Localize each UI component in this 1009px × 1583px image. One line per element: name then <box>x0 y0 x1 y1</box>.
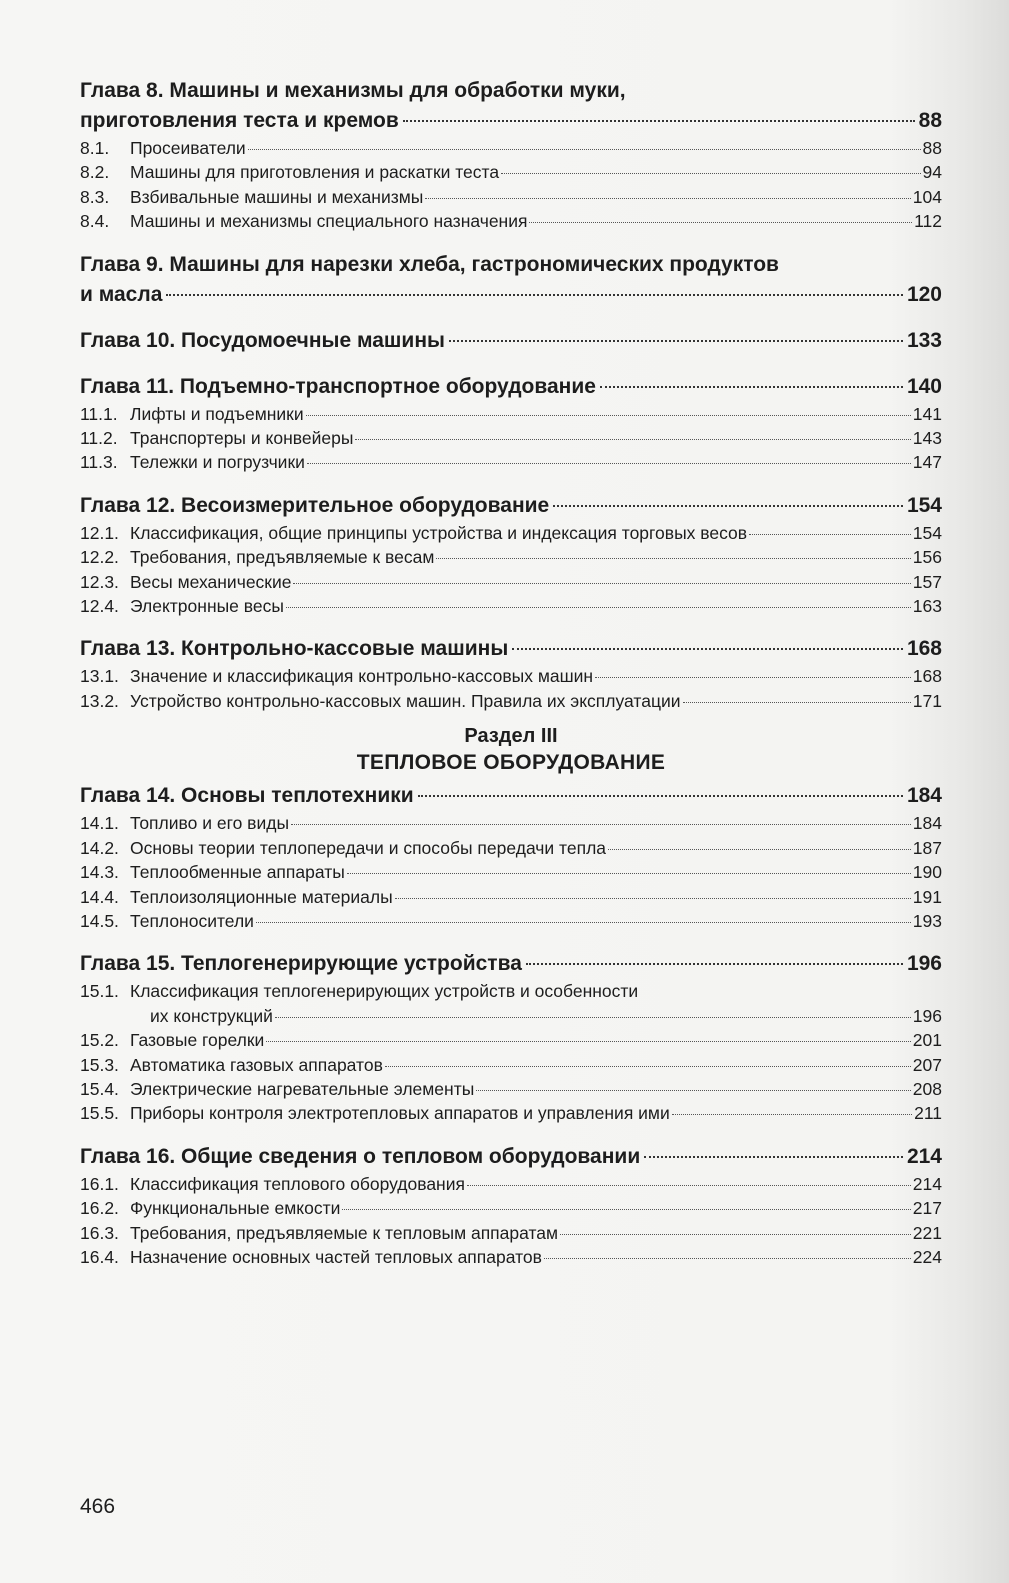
section-body <box>130 594 942 618</box>
section-title: Топливо и его виды <box>130 813 290 834</box>
chapter-title-line <box>80 372 942 402</box>
section-body <box>130 664 942 688</box>
chapter-entry <box>80 250 942 310</box>
section-row <box>80 1172 942 1196</box>
section-number: 12.4. <box>80 596 119 617</box>
chapter-page: 133 <box>906 328 942 352</box>
section-page: 201 <box>912 1030 942 1051</box>
section-body <box>130 1053 942 1077</box>
dot-leader <box>256 922 911 923</box>
section-title-line <box>130 885 942 909</box>
section-body <box>130 160 942 184</box>
section-title-line <box>130 836 942 860</box>
dot-leader <box>275 1017 911 1018</box>
section-body <box>130 545 942 569</box>
section-number: 11.2. <box>80 428 118 449</box>
dot-leader <box>286 607 911 608</box>
section-row <box>80 689 942 713</box>
section-body <box>130 836 942 860</box>
section-row <box>80 570 942 594</box>
part-label: Раздел III <box>464 725 558 748</box>
dot-leader <box>436 558 910 559</box>
dot-leader <box>355 439 910 440</box>
section-row <box>80 1101 942 1125</box>
section-number: 15.1. <box>80 981 119 1002</box>
section-body <box>130 521 942 545</box>
dot-leader <box>342 1209 910 1210</box>
section-page: 143 <box>912 428 942 449</box>
chapter-title: приготовления теста и кремов <box>80 109 399 132</box>
section-title-line <box>130 909 942 933</box>
section-body <box>130 909 942 933</box>
section-title-line <box>130 664 942 688</box>
section-title-line <box>130 1028 942 1052</box>
section-title: Значение и классификация контрольно-кассовых машин <box>130 666 594 687</box>
section-title: Транспортеры и конвейеры <box>130 428 354 449</box>
section-row <box>80 1196 942 1220</box>
section-title-line <box>130 426 942 450</box>
chapter-title: Глава 10. Посудомоечные машины <box>80 328 445 352</box>
section-body <box>130 570 942 594</box>
section-number: 8.2. <box>80 162 110 183</box>
section-body <box>130 885 942 909</box>
section-body <box>130 1028 942 1052</box>
section-title-line <box>130 545 942 569</box>
dot-leader <box>749 534 911 535</box>
section-page: 147 <box>912 452 942 473</box>
dot-leader <box>683 702 911 703</box>
section-row <box>80 185 942 209</box>
chapter-page: 196 <box>906 952 942 976</box>
section-body <box>130 860 942 884</box>
chapter-entry <box>80 949 942 1125</box>
dot-leader <box>608 849 911 850</box>
chapter-page: 168 <box>906 637 942 661</box>
chapter-entry <box>80 372 942 475</box>
section-title: Машины и механизмы специального назначения <box>130 211 528 232</box>
section-number: 8.1. <box>80 138 110 158</box>
section-number: 11.3. <box>80 452 118 473</box>
section-body <box>130 209 942 233</box>
chapter-page: 88 <box>918 109 942 132</box>
section-row <box>80 860 942 884</box>
section-page: 190 <box>912 862 942 883</box>
section-title: Классификация, общие принципы устройства и индексация торговых весов <box>130 522 748 543</box>
dot-leader <box>501 173 920 174</box>
dot-leader <box>544 1258 911 1259</box>
section-page: 168 <box>912 666 942 687</box>
dot-leader <box>293 583 910 584</box>
section-body <box>130 1101 942 1125</box>
section-row <box>80 836 942 860</box>
section-number: 12.1. <box>80 522 119 543</box>
chapter-entry <box>80 634 942 713</box>
section-page: 88 <box>922 138 942 158</box>
section-title: Функциональные емкости <box>130 1198 341 1219</box>
dot-leader <box>476 1090 911 1091</box>
section-page: 94 <box>922 162 942 183</box>
section-number: 12.3. <box>80 571 119 592</box>
dot-leader <box>166 294 903 296</box>
section-title: Просеиватели <box>130 138 246 158</box>
section-page: 157 <box>912 571 942 592</box>
section-page: 187 <box>912 837 942 858</box>
section-number: 14.5. <box>80 910 119 931</box>
chapter-title: Глава 14. Основы теплотехники <box>80 784 414 808</box>
section-title: Требования, предъявляемые к тепловым аппаратам <box>130 1222 559 1243</box>
section-title-line <box>130 1172 942 1196</box>
chapter-title: Глава 13. Контрольно-кассовые машины <box>80 637 509 661</box>
section-page: 211 <box>914 1103 942 1124</box>
section-body <box>130 450 942 474</box>
section-title: Тележки и погрузчики <box>130 452 305 473</box>
section-number: 14.2. <box>80 837 119 858</box>
section-number: 8.4. <box>80 211 110 232</box>
page-number: 466 <box>80 1495 116 1518</box>
section-row <box>80 909 942 933</box>
section-number: 13.1. <box>80 666 119 687</box>
chapter-entry <box>80 76 942 234</box>
chapter-title-line <box>80 326 942 356</box>
section-page: 191 <box>912 886 942 907</box>
section-row <box>80 209 942 233</box>
section-row <box>80 594 942 618</box>
section-title: Классификация теплогенерирующих устройств и особенности <box>130 981 639 1002</box>
section-title: Устройство контрольно-кассовых машин. Правила их эксплуатации <box>130 690 681 711</box>
section-title: Электронные весы <box>130 596 284 617</box>
section-page: 184 <box>912 813 942 834</box>
section-body <box>130 1196 942 1220</box>
section-title: Машины для приготовления и раскатки теста <box>130 162 500 183</box>
section-title: Назначение основных частей тепловых аппаратов <box>130 1246 542 1267</box>
dot-leader <box>529 222 912 223</box>
section-number: 16.2. <box>80 1198 119 1219</box>
dot-leader <box>644 1156 903 1158</box>
section-page: 156 <box>912 547 942 568</box>
section-title-line <box>130 1196 942 1220</box>
chapter-page: 214 <box>906 1144 942 1168</box>
toc-group-part3 <box>80 781 942 1269</box>
chapter-entry <box>80 1142 942 1270</box>
section-title-line <box>130 160 942 184</box>
section-title-line <box>130 521 942 545</box>
section-title: Лифты и подъемники <box>130 403 304 424</box>
section-title-line <box>130 1004 942 1028</box>
section-body <box>130 1245 942 1269</box>
section-number: 8.3. <box>80 186 110 207</box>
dot-leader <box>672 1114 912 1115</box>
section-row <box>80 521 942 545</box>
part-title: ТЕПЛОВОЕ ОБОРУДОВАНИЕ <box>356 751 666 775</box>
section-title-line <box>130 1101 942 1125</box>
chapter-title-line <box>80 781 942 811</box>
section-number: 11.1. <box>80 403 118 424</box>
section-number: 15.5. <box>80 1103 119 1124</box>
section-page: 171 <box>912 690 942 711</box>
chapter-title: Глава 9. Машины для нарезки хлеба, гастрономических продуктов <box>80 252 779 276</box>
section-title-line <box>130 689 942 713</box>
toc-group-part2 <box>80 76 942 713</box>
section-body <box>130 1077 942 1101</box>
section-title: Теплоизоляционные материалы <box>130 886 393 907</box>
section-row <box>80 136 942 160</box>
section-row <box>80 664 942 688</box>
dot-leader <box>291 824 911 825</box>
section-number: 14.1. <box>80 813 119 834</box>
chapter-entry <box>80 326 942 356</box>
section-page: 208 <box>912 1078 942 1099</box>
section-title: Автоматика газовых аппаратов <box>130 1054 383 1075</box>
section-title: Основы теории теплопередачи и способы передачи тепла <box>130 837 607 858</box>
section-number: 13.2. <box>80 690 119 711</box>
section-number: 15.3. <box>80 1054 119 1075</box>
section-title-line <box>130 860 942 884</box>
section-title-line <box>130 1221 942 1245</box>
section-title-line <box>130 209 942 233</box>
section-row <box>80 426 942 450</box>
section-body <box>130 1221 942 1245</box>
chapter-page: 184 <box>906 784 942 808</box>
section-row <box>80 1221 942 1245</box>
section-row <box>80 885 942 909</box>
section-page: 224 <box>912 1246 942 1267</box>
section-title-cont: их конструкций <box>150 1005 273 1026</box>
section-body <box>130 689 942 713</box>
dot-leader <box>347 873 911 874</box>
dot-leader <box>526 963 903 965</box>
dot-leader <box>248 149 921 150</box>
section-title: Теплоносители <box>130 910 254 931</box>
dot-leader <box>467 1185 911 1186</box>
dot-leader <box>385 1066 911 1067</box>
section-row <box>80 450 942 474</box>
section-page: 214 <box>912 1173 942 1194</box>
section-number: 16.1. <box>80 1173 119 1194</box>
section-title-line <box>130 1053 942 1077</box>
section-body <box>130 1172 942 1196</box>
chapter-title: Глава 11. Подъемно-транспортное оборудование <box>80 374 596 398</box>
section-title-line <box>130 185 942 209</box>
dot-leader <box>553 505 903 507</box>
section-title: Требования, предъявляемые к весам <box>130 547 435 568</box>
section-title-line <box>130 402 942 426</box>
section-row <box>80 1053 942 1077</box>
chapter-entry <box>80 491 942 619</box>
section-row <box>80 1077 942 1101</box>
section-page: 221 <box>912 1222 942 1243</box>
chapter-page: 140 <box>906 374 942 398</box>
section-title: Электрические нагревательные элементы <box>130 1078 475 1099</box>
section-row <box>80 160 942 184</box>
section-body <box>130 426 942 450</box>
chapter-title: Глава 15. Теплогенерирующие устройства <box>80 952 522 976</box>
chapter-title-line <box>80 949 942 979</box>
section-number: 14.4. <box>80 886 119 907</box>
chapter-title: и масла <box>80 282 163 306</box>
section-title: Приборы контроля электротепловых аппаратов и управления ими <box>130 1103 670 1124</box>
section-title: Взбивальные машины и механизмы <box>130 186 424 207</box>
section-number: 15.4. <box>80 1078 119 1099</box>
section-page: 196 <box>912 1005 942 1026</box>
dot-leader <box>560 1234 911 1235</box>
section-row <box>80 402 942 426</box>
section-title-line <box>130 136 942 160</box>
chapter-title: Глава 16. Общие сведения о тепловом оборудовании <box>80 1144 641 1168</box>
chapter-page: 154 <box>906 493 942 517</box>
dot-leader <box>307 463 911 464</box>
section-title-line <box>130 811 942 835</box>
section-page: 154 <box>912 522 942 543</box>
section-title: Классификация теплового оборудования <box>130 1173 465 1194</box>
section-title-line <box>130 1245 942 1269</box>
section-row <box>80 1245 942 1269</box>
chapter-title: Глава 8. Машины и механизмы для обработки муки, <box>80 79 626 102</box>
section-title: Теплообменные аппараты <box>130 862 345 883</box>
chapter-entry <box>80 781 942 933</box>
chapter-title-line <box>80 1142 942 1172</box>
section-number: 15.2. <box>80 1030 119 1051</box>
section-body <box>130 136 942 160</box>
section-page: 112 <box>914 211 942 232</box>
section-page: 193 <box>912 910 942 931</box>
dot-leader <box>395 898 911 899</box>
section-title: Газовые горелки <box>130 1030 265 1051</box>
chapter-title-line <box>80 280 942 310</box>
section-body <box>130 185 942 209</box>
section-row <box>80 1028 942 1052</box>
section-page: 207 <box>912 1054 942 1075</box>
section-row <box>80 979 942 1028</box>
dot-leader <box>418 795 903 797</box>
table-of-contents <box>80 76 942 1269</box>
section-row <box>80 811 942 835</box>
section-page: 217 <box>912 1198 942 1219</box>
dot-leader <box>306 415 911 416</box>
dot-leader <box>600 386 903 388</box>
chapter-title-line <box>80 491 942 521</box>
section-page: 141 <box>912 403 942 424</box>
section-body <box>130 402 942 426</box>
section-title-line <box>130 450 942 474</box>
dot-leader <box>266 1041 910 1042</box>
section-title-line <box>130 1077 942 1101</box>
section-page: 163 <box>912 596 942 617</box>
dot-leader <box>403 120 915 122</box>
chapter-title: Глава 12. Весоизмерительное оборудование <box>80 493 550 517</box>
section-page: 104 <box>912 186 942 207</box>
dot-leader <box>449 340 903 342</box>
dot-leader <box>512 648 903 650</box>
section-title-line <box>130 594 942 618</box>
dot-leader <box>425 198 910 199</box>
chapter-title-line <box>80 106 942 136</box>
chapter-page: 120 <box>906 282 942 306</box>
section-title-line <box>130 570 942 594</box>
section-body <box>130 811 942 835</box>
dot-leader <box>595 677 911 678</box>
section-title: Весы механические <box>130 571 292 592</box>
section-number: 12.2. <box>80 547 119 568</box>
chapter-title-line <box>80 634 942 664</box>
section-body <box>130 979 942 1028</box>
section-number: 14.3. <box>80 862 119 883</box>
section-row <box>80 545 942 569</box>
section-number: 16.4. <box>80 1246 119 1267</box>
section-number: 16.3. <box>80 1222 119 1243</box>
